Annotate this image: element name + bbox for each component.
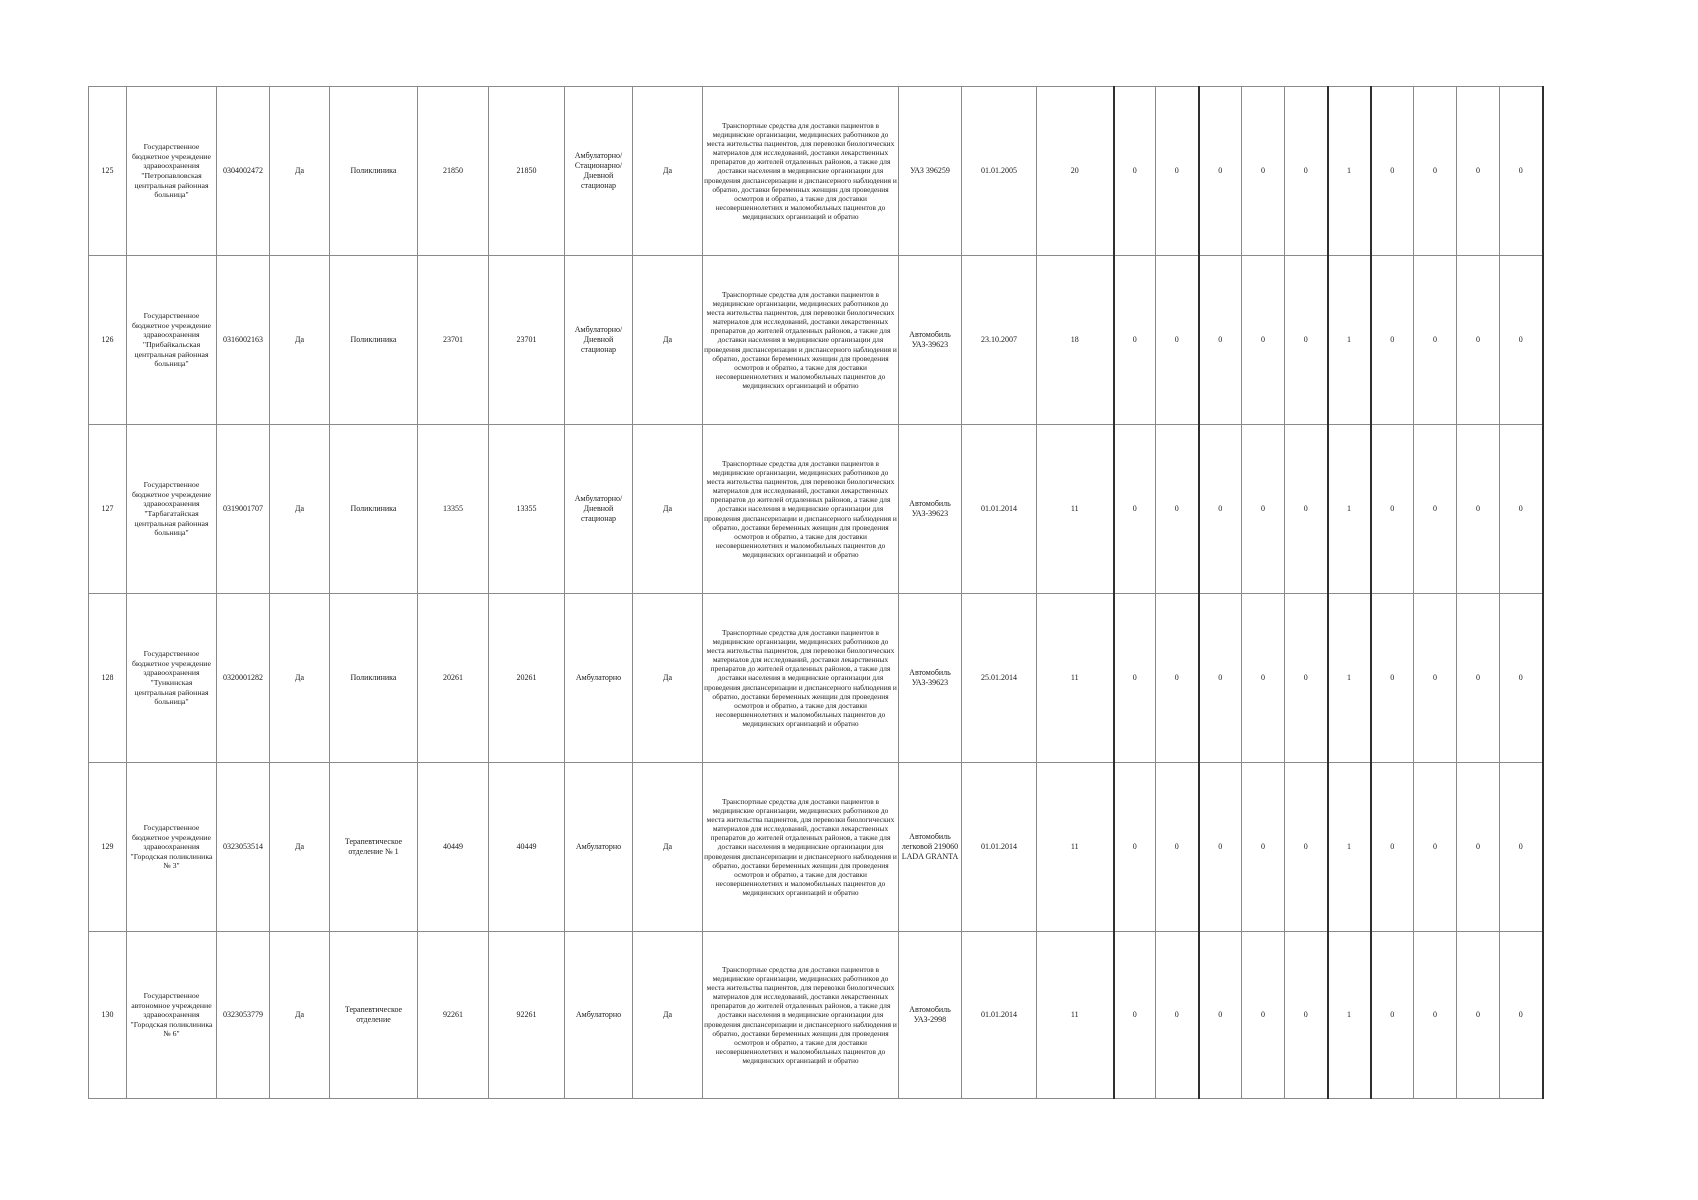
participation-flag-cell: Да: [270, 425, 330, 594]
count-cell: 0: [1285, 932, 1328, 1099]
count-cell: 0: [1414, 256, 1457, 425]
count-cell: 0: [1500, 256, 1543, 425]
vehicle-age-cell: 11: [1037, 594, 1114, 763]
organization-name-cell: Государственное бюджетное учреждение здравоохранения "Тарбагатайская центральная районная больница": [127, 425, 217, 594]
count-cell: 0: [1199, 932, 1242, 1099]
count-cell: 1: [1328, 425, 1371, 594]
commissioning-date-cell: 01.01.2014: [962, 932, 1037, 1099]
count-cell: 1: [1328, 256, 1371, 425]
vehicle-need-flag-cell: Да: [633, 932, 703, 1099]
organization-name-cell: Государственное автономное учреждение здравоохранения "Городская поликлиника № 6": [127, 932, 217, 1099]
count-cell: 0: [1242, 425, 1285, 594]
organization-name-cell: Государственное бюджетное учреждение здравоохранения "Петропавловская центральная районная больница": [127, 87, 217, 256]
count-cell: 1: [1328, 87, 1371, 256]
population-cell: 13355: [418, 425, 489, 594]
subdivision-cell: Терапевтическое отделение № 1: [330, 763, 418, 932]
row-number-cell: 130: [89, 932, 127, 1099]
population-cell: 40449: [418, 763, 489, 932]
vehicle-model-cell: УАЗ 396259: [899, 87, 962, 256]
vehicle-need-flag-cell: Да: [633, 87, 703, 256]
population-cell: 92261: [418, 932, 489, 1099]
inn-code-cell: 0323053779: [217, 932, 270, 1099]
count-cell: 0: [1156, 256, 1199, 425]
count-cell: 0: [1199, 87, 1242, 256]
row-number-cell: 129: [89, 763, 127, 932]
count-cell: 0: [1414, 932, 1457, 1099]
count-cell: 1: [1328, 763, 1371, 932]
care-conditions-cell: Амбулаторно: [565, 594, 633, 763]
row-number-cell: 127: [89, 425, 127, 594]
organization-name-cell: Государственное бюджетное учреждение здравоохранения "Городская поликлиника № 3": [127, 763, 217, 932]
vehicle-age-cell: 11: [1037, 425, 1114, 594]
inn-code-cell: 0316002163: [217, 256, 270, 425]
participation-flag-cell: Да: [270, 932, 330, 1099]
count-cell: 0: [1414, 763, 1457, 932]
row-number-cell: 125: [89, 87, 127, 256]
organization-name-cell: Государственное бюджетное учреждение здравоохранения "Прибайкальская центральная районная больница": [127, 256, 217, 425]
subdivision-cell: Терапевтическое отделение: [330, 932, 418, 1099]
commissioning-date-cell: 01.01.2014: [962, 425, 1037, 594]
vehicle-age-cell: 20: [1037, 87, 1114, 256]
count-cell: 0: [1371, 763, 1414, 932]
count-cell: 0: [1285, 594, 1328, 763]
count-cell: 0: [1371, 256, 1414, 425]
vehicle-registry-table: [88, 86, 1544, 1099]
vehicle-age-cell: 11: [1037, 763, 1114, 932]
vehicle-need-flag-cell: Да: [633, 763, 703, 932]
attached-population-cell: 92261: [489, 932, 565, 1099]
population-cell: 21850: [418, 87, 489, 256]
count-cell: 0: [1199, 594, 1242, 763]
participation-flag-cell: Да: [270, 763, 330, 932]
care-conditions-cell: Амбулаторно: [565, 763, 633, 932]
inn-code-cell: 0323053514: [217, 763, 270, 932]
count-cell: 0: [1156, 87, 1199, 256]
count-cell: 0: [1285, 256, 1328, 425]
count-cell: 0: [1156, 932, 1199, 1099]
count-cell: 0: [1285, 425, 1328, 594]
population-cell: 20261: [418, 594, 489, 763]
count-cell: 0: [1500, 87, 1543, 256]
count-cell: 0: [1371, 87, 1414, 256]
vehicle-purpose-cell: Транспортные средства для доставки пациентов в медицинские организации, медицинских работников до места жительства пациентов, для перевозки биологических материалов для исследований, доставки лекарственных препаратов до жителей отдаленных районов, а также для доставки населения в медицинские организации для проведения диспансеризации и диспансерного наблюдения и обратно, доставки беременных женщин для проведения осмотров и обратно, а также для доставки несовершеннолетних и маломобильных пациентов до медицинских организаций и обратно: [703, 763, 899, 932]
count-cell: 0: [1114, 594, 1156, 763]
attached-population-cell: 13355: [489, 425, 565, 594]
count-cell: 1: [1328, 932, 1371, 1099]
count-cell: 0: [1414, 425, 1457, 594]
care-conditions-cell: Амбулаторно: [565, 932, 633, 1099]
count-cell: 0: [1457, 763, 1500, 932]
commissioning-date-cell: 23.10.2007: [962, 256, 1037, 425]
vehicle-model-cell: Автомобиль УАЗ-39623: [899, 425, 962, 594]
table-row: [89, 425, 1543, 594]
vehicle-need-flag-cell: Да: [633, 425, 703, 594]
row-number-cell: 126: [89, 256, 127, 425]
count-cell: 1: [1328, 594, 1371, 763]
count-cell: 0: [1114, 763, 1156, 932]
attached-population-cell: 21850: [489, 87, 565, 256]
count-cell: 0: [1457, 425, 1500, 594]
count-cell: 0: [1156, 425, 1199, 594]
vehicle-model-cell: Автомобиль УАЗ-39623: [899, 256, 962, 425]
count-cell: 0: [1156, 594, 1199, 763]
count-cell: 0: [1242, 87, 1285, 256]
count-cell: 0: [1414, 87, 1457, 256]
care-conditions-cell: Амбулаторно/Дневной стационар: [565, 256, 633, 425]
inn-code-cell: 0319001707: [217, 425, 270, 594]
vehicle-model-cell: Автомобиль УАЗ-39623: [899, 594, 962, 763]
count-cell: 0: [1457, 256, 1500, 425]
count-cell: 0: [1500, 932, 1543, 1099]
inn-code-cell: 0320001282: [217, 594, 270, 763]
count-cell: 0: [1500, 425, 1543, 594]
subdivision-cell: Поликлиника: [330, 425, 418, 594]
table-row: [89, 256, 1543, 425]
count-cell: 0: [1457, 87, 1500, 256]
population-cell: 23701: [418, 256, 489, 425]
attached-population-cell: 20261: [489, 594, 565, 763]
count-cell: 0: [1414, 594, 1457, 763]
count-cell: 0: [1242, 932, 1285, 1099]
commissioning-date-cell: 01.01.2005: [962, 87, 1037, 256]
commissioning-date-cell: 01.01.2014: [962, 763, 1037, 932]
vehicle-age-cell: 18: [1037, 256, 1114, 425]
count-cell: 0: [1285, 87, 1328, 256]
count-cell: 0: [1457, 594, 1500, 763]
vehicle-purpose-cell: Транспортные средства для доставки пациентов в медицинские организации, медицинских работников до места жительства пациентов, для перевозки биологических материалов для исследований, доставки лекарственных препаратов до жителей отдаленных районов, а также для доставки населения в медицинские организации для проведения диспансеризации и диспансерного наблюдения и обратно, доставки беременных женщин для проведения осмотров и обратно, а также для доставки несовершеннолетних и маломобильных пациентов до медицинских организаций и обратно: [703, 594, 899, 763]
table-body: [89, 87, 1543, 1099]
vehicle-age-cell: 11: [1037, 932, 1114, 1099]
table-row: [89, 594, 1543, 763]
subdivision-cell: Поликлиника: [330, 594, 418, 763]
count-cell: 0: [1114, 425, 1156, 594]
participation-flag-cell: Да: [270, 594, 330, 763]
vehicle-model-cell: Автомобиль легковой 219060 LADA GRANTA: [899, 763, 962, 932]
attached-population-cell: 40449: [489, 763, 565, 932]
care-conditions-cell: Амбулаторно/Стационарно/Дневной стационар: [565, 87, 633, 256]
participation-flag-cell: Да: [270, 87, 330, 256]
count-cell: 0: [1114, 87, 1156, 256]
vehicle-purpose-cell: Транспортные средства для доставки пациентов в медицинские организации, медицинских работников до места жительства пациентов, для перевозки биологических материалов для исследований, доставки лекарственных препаратов до жителей отдаленных районов, а также для доставки населения в медицинские организации для проведения диспансеризации и диспансерного наблюдения и обратно, доставки беременных женщин для проведения осмотров и обратно, а также для доставки несовершеннолетних и маломобильных пациентов до медицинских организаций и обратно: [703, 87, 899, 256]
table-row: [89, 932, 1543, 1099]
vehicle-purpose-cell: Транспортные средства для доставки пациентов в медицинские организации, медицинских работников до места жительства пациентов, для перевозки биологических материалов для исследований, доставки лекарственных препаратов до жителей отдаленных районов, а также для доставки населения в медицинские организации для проведения диспансеризации и диспансерного наблюдения и обратно, доставки беременных женщин для проведения осмотров и обратно, а также для доставки несовершеннолетних и маломобильных пациентов до медицинских организаций и обратно: [703, 932, 899, 1099]
count-cell: 0: [1371, 425, 1414, 594]
count-cell: 0: [1500, 594, 1543, 763]
participation-flag-cell: Да: [270, 256, 330, 425]
count-cell: 0: [1457, 932, 1500, 1099]
count-cell: 0: [1500, 763, 1543, 932]
count-cell: 0: [1242, 763, 1285, 932]
count-cell: 0: [1371, 594, 1414, 763]
subdivision-cell: Поликлиника: [330, 87, 418, 256]
table-row: [89, 87, 1543, 256]
count-cell: 0: [1156, 763, 1199, 932]
count-cell: 0: [1114, 932, 1156, 1099]
count-cell: 0: [1114, 256, 1156, 425]
attached-population-cell: 23701: [489, 256, 565, 425]
table-row: [89, 763, 1543, 932]
count-cell: 0: [1199, 256, 1242, 425]
inn-code-cell: 0304002472: [217, 87, 270, 256]
count-cell: 0: [1199, 763, 1242, 932]
organization-name-cell: Государственное бюджетное учреждение здравоохранения "Тункинская центральная районная больница": [127, 594, 217, 763]
subdivision-cell: Поликлиника: [330, 256, 418, 425]
count-cell: 0: [1285, 763, 1328, 932]
count-cell: 0: [1371, 932, 1414, 1099]
vehicle-need-flag-cell: Да: [633, 256, 703, 425]
vehicle-need-flag-cell: Да: [633, 594, 703, 763]
vehicle-purpose-cell: Транспортные средства для доставки пациентов в медицинские организации, медицинских работников до места жительства пациентов, для перевозки биологических материалов для исследований, доставки лекарственных препаратов до жителей отдаленных районов, а также для доставки населения в медицинские организации для проведения диспансеризации и диспансерного наблюдения и обратно, доставки беременных женщин для проведения осмотров и обратно, а также для доставки несовершеннолетних и маломобильных пациентов до медицинских организаций и обратно: [703, 256, 899, 425]
care-conditions-cell: Амбулаторно/Дневной стационар: [565, 425, 633, 594]
vehicle-purpose-cell: Транспортные средства для доставки пациентов в медицинские организации, медицинских работников до места жительства пациентов, для перевозки биологических материалов для исследований, доставки лекарственных препаратов до жителей отдаленных районов, а также для доставки населения в медицинские организации для проведения диспансеризации и диспансерного наблюдения и обратно, доставки беременных женщин для проведения осмотров и обратно, а также для доставки несовершеннолетних и маломобильных пациентов до медицинских организаций и обратно: [703, 425, 899, 594]
row-number-cell: 128: [89, 594, 127, 763]
count-cell: 0: [1242, 256, 1285, 425]
count-cell: 0: [1199, 425, 1242, 594]
commissioning-date-cell: 25.01.2014: [962, 594, 1037, 763]
vehicle-model-cell: Автомобиль УАЗ-2998: [899, 932, 962, 1099]
count-cell: 0: [1242, 594, 1285, 763]
